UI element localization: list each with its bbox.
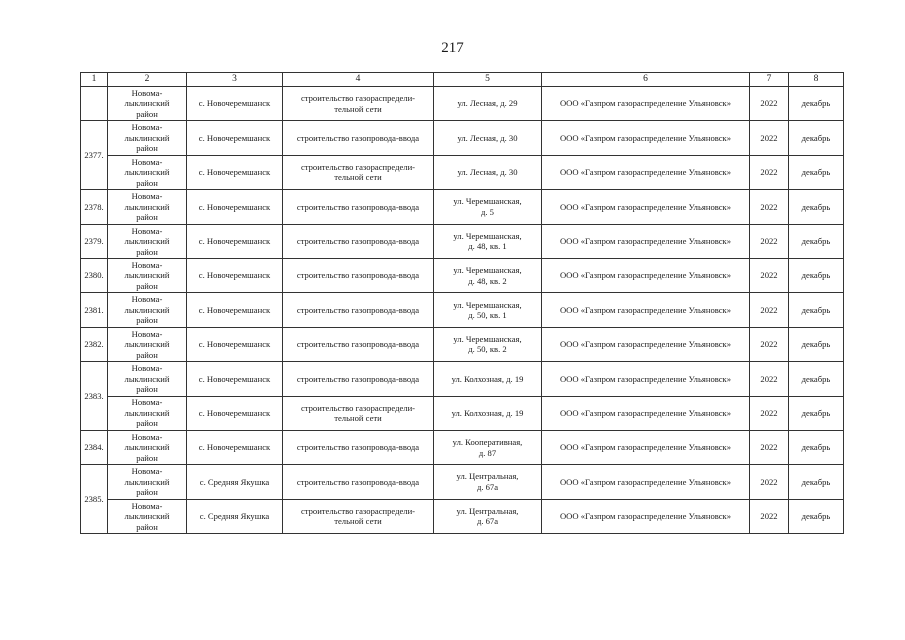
address-cell: ул. Черемшанская, д. 48, кв. 2 — [434, 258, 542, 292]
month-cell: декабрь — [789, 224, 844, 258]
address-cell: ул. Кооперативная, д. 87 — [434, 430, 542, 464]
column-header: 7 — [750, 73, 789, 87]
organization-cell: ООО «Газпром газораспределение Ульяновск» — [542, 327, 750, 361]
month-cell: декабрь — [789, 327, 844, 361]
work-type-cell: строительство газопровода-ввода — [283, 258, 434, 292]
organization-cell: ООО «Газпром газораспределение Ульяновск» — [542, 293, 750, 327]
table-row — [81, 396, 844, 430]
district-cell: Новома- лыклинский район — [108, 155, 187, 189]
address-cell: ул. Черемшанская, д. 50, кв. 1 — [434, 293, 542, 327]
organization-cell: ООО «Газпром газораспределение Ульяновск» — [542, 190, 750, 224]
address-cell: ул. Центральная, д. 67а — [434, 465, 542, 499]
year-cell: 2022 — [750, 293, 789, 327]
work-type-cell: строительство газораспредели- тельной сети — [283, 499, 434, 533]
organization-cell: ООО «Газпром газораспределение Ульяновск» — [542, 362, 750, 396]
table-row — [81, 190, 844, 224]
column-header: 2 — [108, 73, 187, 87]
column-header: 4 — [283, 73, 434, 87]
settlement-cell: с. Новочеремшанск — [187, 362, 283, 396]
column-header: 5 — [434, 73, 542, 87]
organization-cell: ООО «Газпром газораспределение Ульяновск» — [542, 430, 750, 464]
district-cell: Новома- лыклинский район — [108, 327, 187, 361]
work-type-cell: строительство газораспредели- тельной сети — [283, 396, 434, 430]
year-cell: 2022 — [750, 121, 789, 155]
work-type-cell: строительство газопровода-ввода — [283, 224, 434, 258]
address-cell: ул. Центральная, д. 67а — [434, 499, 542, 533]
district-cell: Новома- лыклинский район — [108, 121, 187, 155]
year-cell: 2022 — [750, 258, 789, 292]
month-cell: декабрь — [789, 190, 844, 224]
month-cell: декабрь — [789, 87, 844, 121]
district-cell: Новома- лыклинский район — [108, 430, 187, 464]
table-row — [81, 362, 844, 396]
settlement-cell: с. Новочеремшанск — [187, 87, 283, 121]
address-cell: ул. Лесная, д. 30 — [434, 121, 542, 155]
year-cell: 2022 — [750, 224, 789, 258]
row-number-cell: 2384. — [81, 430, 108, 464]
organization-cell: ООО «Газпром газораспределение Ульяновск» — [542, 499, 750, 533]
district-cell: Новома- лыклинский район — [108, 293, 187, 327]
work-type-cell: строительство газораспредели- тельной сети — [283, 87, 434, 121]
address-cell: ул. Колхозная, д. 19 — [434, 362, 542, 396]
address-cell: ул. Лесная, д. 30 — [434, 155, 542, 189]
organization-cell: ООО «Газпром газораспределение Ульяновск» — [542, 396, 750, 430]
settlement-cell: с. Новочеремшанск — [187, 293, 283, 327]
column-header: 1 — [81, 73, 108, 87]
settlement-cell: с. Новочеремшанск — [187, 224, 283, 258]
work-type-cell: строительство газопровода-ввода — [283, 362, 434, 396]
month-cell: декабрь — [789, 121, 844, 155]
page-number: 217 — [441, 40, 464, 56]
district-cell: Новома- лыклинский район — [108, 396, 187, 430]
settlement-cell: с. Средняя Якушка — [187, 499, 283, 533]
year-cell: 2022 — [750, 155, 789, 189]
organization-cell: ООО «Газпром газораспределение Ульяновск» — [542, 224, 750, 258]
table-row — [81, 293, 844, 327]
table-row — [81, 465, 844, 499]
year-cell: 2022 — [750, 87, 789, 121]
settlement-cell: с. Новочеремшанск — [187, 396, 283, 430]
settlement-cell: с. Новочеремшанск — [187, 190, 283, 224]
organization-cell: ООО «Газпром газораспределение Ульяновск» — [542, 465, 750, 499]
work-type-cell: строительство газопровода-ввода — [283, 465, 434, 499]
address-cell: ул. Лесная, д. 29 — [434, 87, 542, 121]
year-cell: 2022 — [750, 327, 789, 361]
work-type-cell: строительство газопровода-ввода — [283, 430, 434, 464]
row-number-cell: 2383. — [81, 362, 108, 431]
month-cell: декабрь — [789, 155, 844, 189]
work-type-cell: строительство газопровода-ввода — [283, 121, 434, 155]
row-number-cell: 2385. — [81, 465, 108, 534]
table-row — [81, 327, 844, 361]
settlement-cell: с. Новочеремшанск — [187, 121, 283, 155]
table-row — [81, 430, 844, 464]
organization-cell: ООО «Газпром газораспределение Ульяновск» — [542, 258, 750, 292]
organization-cell: ООО «Газпром газораспределение Ульяновск» — [542, 155, 750, 189]
year-cell: 2022 — [750, 190, 789, 224]
month-cell: декабрь — [789, 396, 844, 430]
organization-cell: ООО «Газпром газораспределение Ульяновск» — [542, 121, 750, 155]
row-number-cell: 2377. — [81, 121, 108, 190]
year-cell: 2022 — [750, 362, 789, 396]
address-cell: ул. Черемшанская, д. 48, кв. 1 — [434, 224, 542, 258]
district-cell: Новома- лыклинский район — [108, 499, 187, 533]
table-row — [81, 87, 844, 121]
work-type-cell: строительство газопровода-ввода — [283, 327, 434, 361]
year-cell: 2022 — [750, 396, 789, 430]
work-type-cell: строительство газопровода-ввода — [283, 293, 434, 327]
month-cell: декабрь — [789, 465, 844, 499]
year-cell: 2022 — [750, 430, 789, 464]
settlement-cell: с. Новочеремшанск — [187, 155, 283, 189]
district-cell: Новома- лыклинский район — [108, 190, 187, 224]
row-number-cell — [81, 87, 108, 121]
table-body — [81, 73, 844, 534]
settlement-cell: с. Новочеремшанск — [187, 430, 283, 464]
month-cell: декабрь — [789, 293, 844, 327]
address-cell: ул. Колхозная, д. 19 — [434, 396, 542, 430]
row-number-cell: 2380. — [81, 258, 108, 292]
row-number-cell: 2378. — [81, 190, 108, 224]
district-cell: Новома- лыклинский район — [108, 87, 187, 121]
column-header: 3 — [187, 73, 283, 87]
district-cell: Новома- лыклинский район — [108, 258, 187, 292]
district-cell: Новома- лыклинский район — [108, 465, 187, 499]
row-number-cell: 2381. — [81, 293, 108, 327]
work-type-cell: строительство газораспредели- тельной сети — [283, 155, 434, 189]
settlement-cell: с. Новочеремшанск — [187, 258, 283, 292]
month-cell: декабрь — [789, 430, 844, 464]
table-row — [81, 258, 844, 292]
table-row — [81, 499, 844, 533]
table-row — [81, 155, 844, 189]
year-cell: 2022 — [750, 499, 789, 533]
district-cell: Новома- лыклинский район — [108, 224, 187, 258]
row-number-cell: 2382. — [81, 327, 108, 361]
address-cell: ул. Черемшанская, д. 50, кв. 2 — [434, 327, 542, 361]
district-cell: Новома- лыклинский район — [108, 362, 187, 396]
work-type-cell: строительство газопровода-ввода — [283, 190, 434, 224]
organization-cell: ООО «Газпром газораспределение Ульяновск» — [542, 87, 750, 121]
settlement-cell: с. Средняя Якушка — [187, 465, 283, 499]
document-table — [80, 72, 844, 534]
address-cell: ул. Черемшанская, д. 5 — [434, 190, 542, 224]
row-number-cell: 2379. — [81, 224, 108, 258]
column-header: 6 — [542, 73, 750, 87]
month-cell: декабрь — [789, 362, 844, 396]
month-cell: декабрь — [789, 499, 844, 533]
settlement-cell: с. Новочеремшанск — [187, 327, 283, 361]
header-row — [81, 73, 844, 87]
year-cell: 2022 — [750, 465, 789, 499]
column-header: 8 — [789, 73, 844, 87]
table-row — [81, 121, 844, 155]
table-row — [81, 224, 844, 258]
month-cell: декабрь — [789, 258, 844, 292]
